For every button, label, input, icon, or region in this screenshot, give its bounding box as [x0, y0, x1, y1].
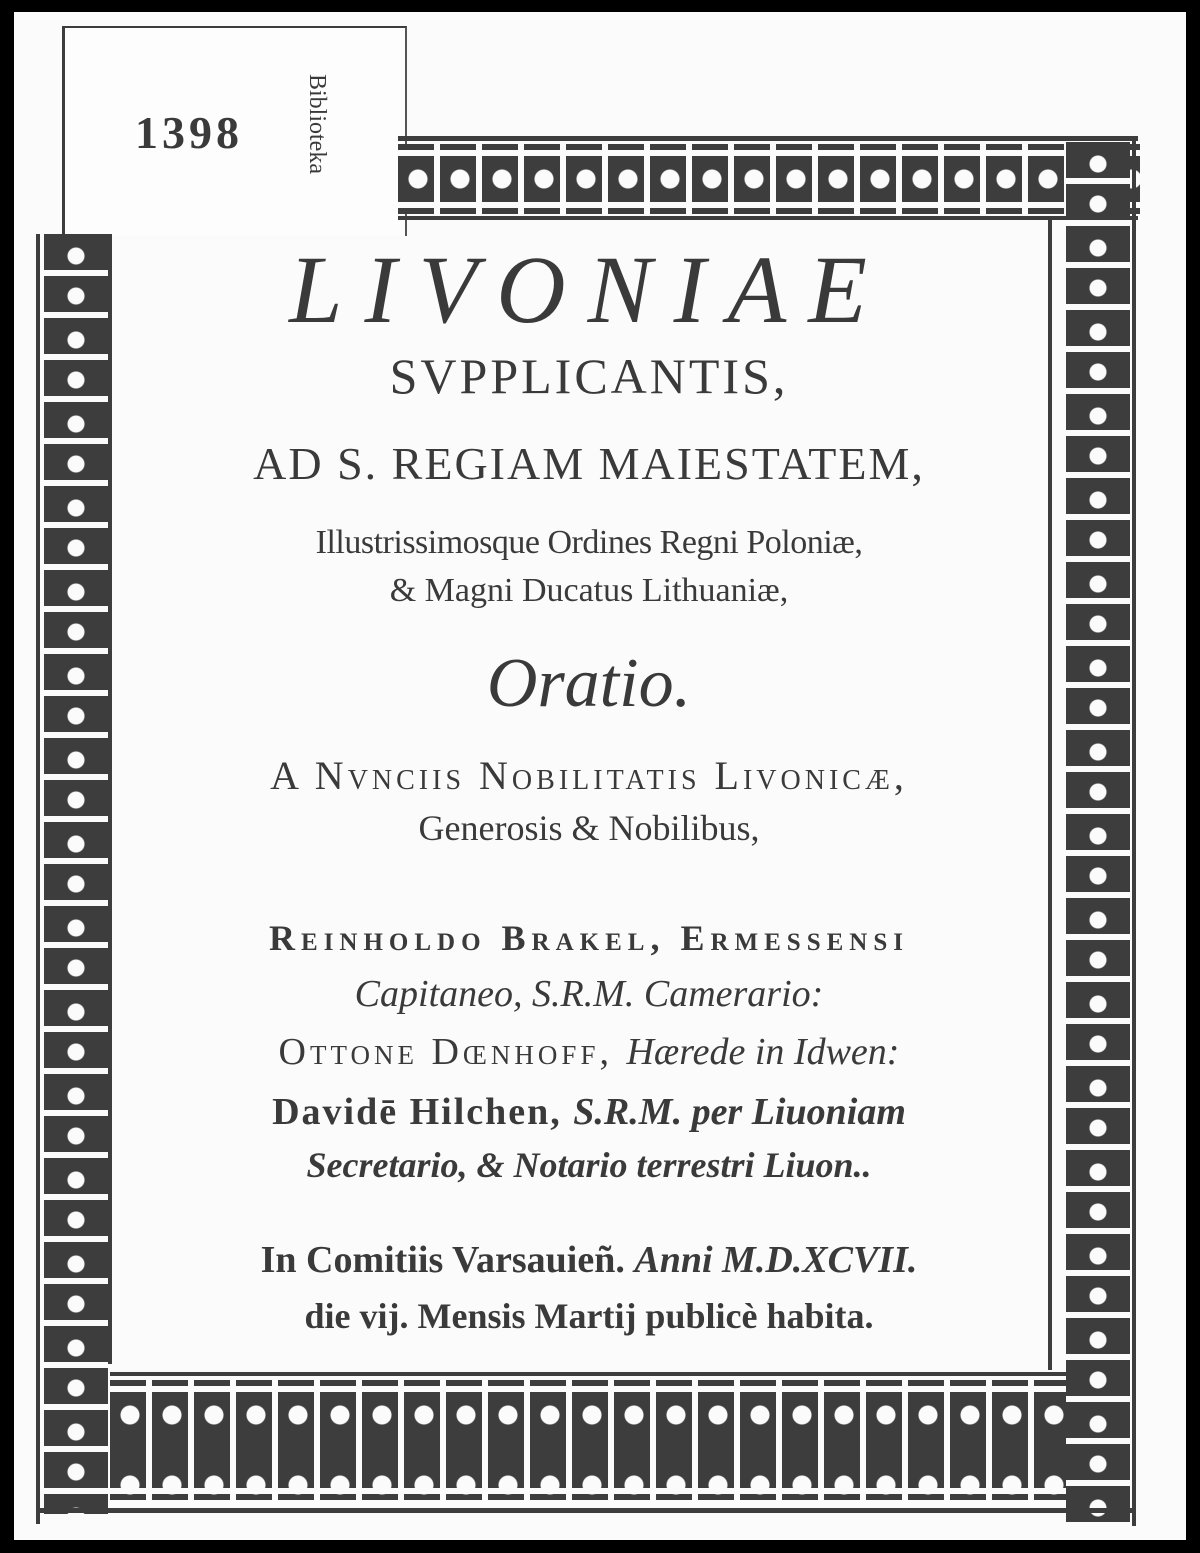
left-ornament-band	[44, 234, 108, 1514]
scanned-title-page	[14, 12, 1186, 1540]
envoy1-title: Capitaneo, S.R.M. Camerario:	[354, 973, 824, 1015]
right-frame-rule	[1132, 136, 1136, 1526]
date-line: die vij. Mensis Martij publicè habita.	[304, 1296, 874, 1336]
right-ornament-band	[1066, 142, 1130, 1522]
genre-line: Oratio.	[486, 645, 692, 722]
left-inner-rule	[108, 234, 112, 1364]
envoy2-name: Ottone Dœnhoff,	[278, 1031, 613, 1073]
envoy2-line	[124, 1030, 1054, 1074]
library-label	[62, 26, 407, 236]
envoys-line: A Nvnciis Nobilitatis Livonicæ,	[270, 753, 908, 798]
envoy3-line	[124, 1090, 1054, 1134]
orders-line: Illustrissimosque Ordines Regni Poloniæ,	[315, 524, 863, 561]
bottom-frame-rule	[36, 1508, 1136, 1513]
envoy3-title: S.R.M. per Liuoniam	[573, 1091, 906, 1133]
year-line: Anni M.D.XCVII.	[634, 1239, 918, 1281]
bottom-ornament-band	[110, 1380, 1066, 1500]
top-frame-rule	[398, 136, 1138, 141]
envoy2-title: Hærede in Idwen:	[626, 1031, 900, 1073]
place-line: In Comitiis Varsauieñ.	[260, 1239, 625, 1281]
bottom-inner-rule	[110, 1372, 1066, 1376]
envoy3-name: Davidē Hilchen,	[272, 1091, 562, 1133]
title: LIVONIAE	[289, 236, 889, 343]
envoy3-title-cont: Secretario, & Notario terrestri Liuon..	[306, 1145, 872, 1185]
top-ornament-band	[398, 144, 1140, 214]
library-stamp-text: Biblioteka	[304, 74, 330, 174]
top-inner-rule	[398, 216, 1138, 220]
subtitle: SVPPLICANTIS,	[389, 348, 789, 404]
call-number: 1398	[135, 107, 243, 158]
envoys-epithet: Generosis & Nobilibus,	[418, 808, 760, 848]
addressee-line: AD S. REGIAM MAIESTATEM,	[253, 438, 925, 489]
envoy1-name: Reinholdo Brakel, Ermessensi	[269, 918, 909, 958]
left-frame-rule	[36, 234, 40, 1524]
duchy-line: & Magni Ducatus Lithuaniæ,	[389, 572, 789, 609]
place-year-line	[124, 1238, 1054, 1282]
